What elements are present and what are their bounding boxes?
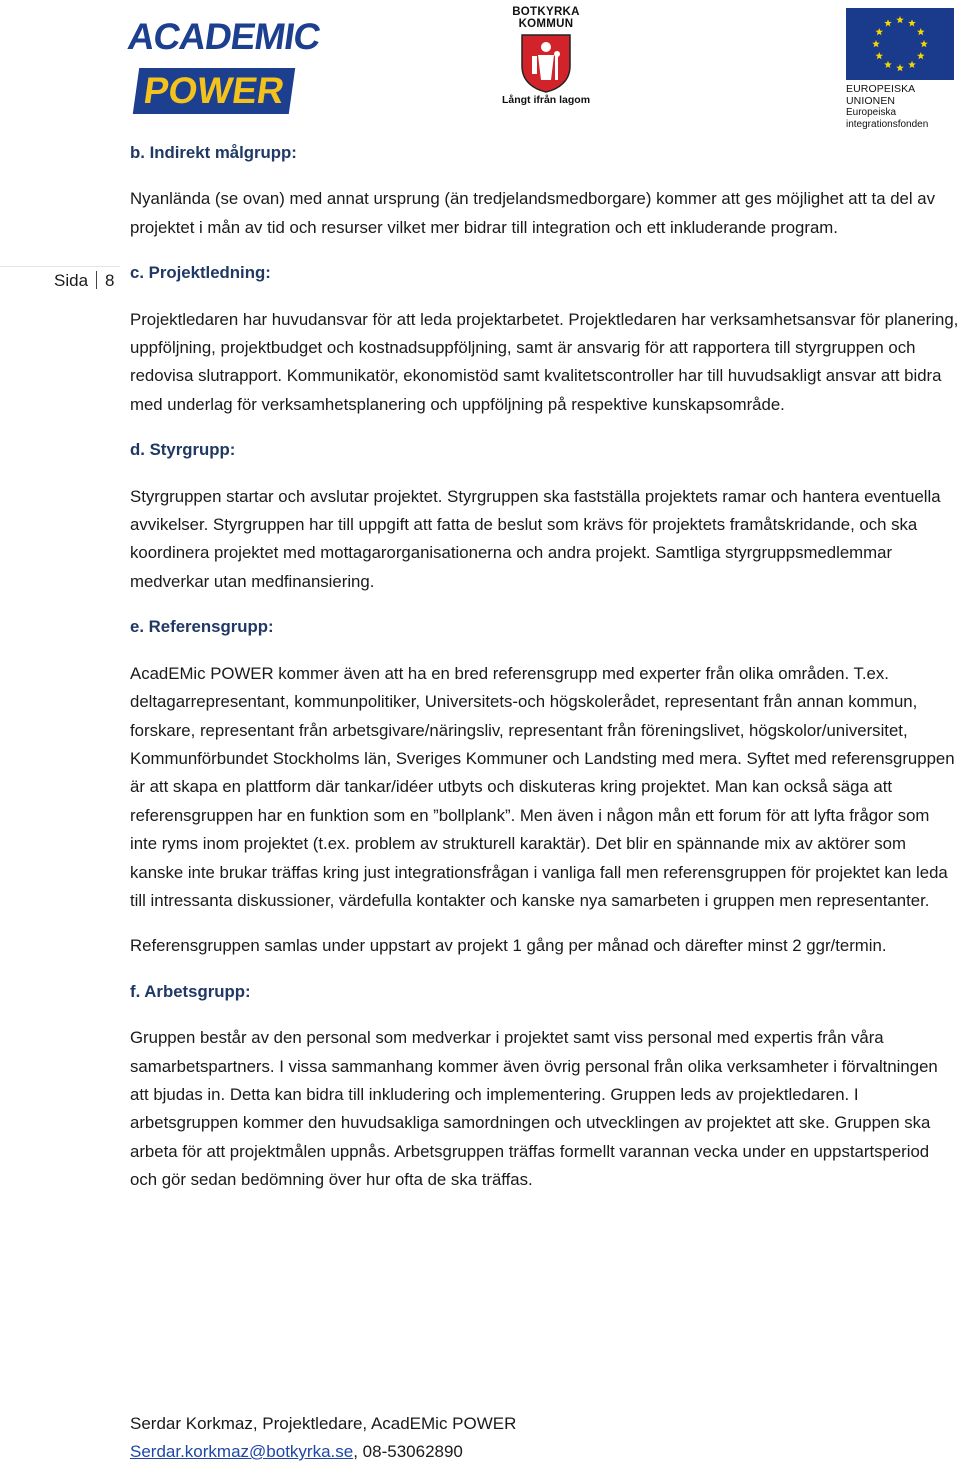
footer-contact <box>130 1438 960 1466</box>
academic-logo-line2: POWER <box>133 68 295 114</box>
section-d-body: Styrgruppen startar och avslutar projektet. Styrgruppen ska fastställa projektets ramar och hantera eventuella avvikelser. Styrgruppen har till uppgift att fatta de beslut som krävs för projektets framåtskridande, och ska koordinera projektet med mottagarorganisationerna och andra projekt. Samtliga styrgruppsmedlemmar medverkar utan medfinansiering. <box>130 486 941 591</box>
section-c-heading: c. Projektledning: <box>130 263 271 283</box>
page-header <box>0 0 960 130</box>
page-number: 8 <box>105 271 115 290</box>
footer-author: Serdar Korkmaz, Projektledare, AcadEMic POWER <box>130 1414 517 1433</box>
page-number-label <box>54 271 115 291</box>
botkyrka-name-line1: BOTKYRKA <box>512 6 580 18</box>
page-label-separator <box>96 271 97 289</box>
section-e-body: AcadEMic POWER kommer även att ha en bred referensgrupp med experter från olika områden. T.ex. deltagarrepresentant, kommunpolitiker, Universitets-och högskolerådet, representant från annan kommun, forskare, representant från arbetsgivare/näringsliv, representant från föreningslivet, högskolor/universitet, Kommunförbundet Stockholms län, Sveriges Kommuner och Landsting med mera. Syftet med referensgruppen är att skapa en plattform där tankar/idéer utbyts och diskuteras kring projektet. Man kan också säga att referensgruppen har en funktion som en ”bollplank”. Men även i någon mån ett forum för att lyfta frågor som inte ryms inom projektet (t.ex. problem av strukturell karaktär). Det blir en spännande mix av aktörer som kanske inte brukar träffas kring just integrationsfrågan i vanliga fall men referensgruppen för projektet kan leda till intressanta diskussioner, värdefulla kontakter och kanske nya samarbeten i gruppen men representanter. <box>130 663 955 910</box>
page-number-divider <box>0 266 120 267</box>
academic-power-logo <box>125 16 323 112</box>
botkyrka-shield-icon <box>519 32 573 94</box>
eu-name: EUROPEISKA UNIONEN <box>846 83 915 107</box>
page-footer <box>130 1410 960 1466</box>
academic-logo-line1: ACADEMIC <box>125 16 323 57</box>
section-e-heading: e. Referensgrupp: <box>130 617 274 637</box>
section-f-heading: f. Arbetsgrupp: <box>130 981 251 1001</box>
eu-fund-name: Europeiska integrationsfonden <box>846 107 929 130</box>
eu-flag-icon <box>846 8 954 80</box>
section-b-heading: b. Indirekt målgrupp: <box>130 143 297 162</box>
botkyrka-tagline: Långt ifrån lagom <box>501 94 591 106</box>
section-f-body: Gruppen består av den personal som medverkar i projektet samt viss personal med expertis från våra samarbetspartners. I vissa sammanhang kommer även övrig personal från olika verksamheter i förvaltningen att bjudas in. Detta kan bidra till inkludering och implementering. Gruppen leds av projektledaren. I arbetsgruppen kommer den huvudsakliga samordningen och utvecklingen av projektet att ske. Gruppen ska arbeta för att projektmålen uppnås. Arbetsgruppen träffas formellt varannan vecka under en uppstartsperiod och gör sedan bedömning över hur ofta de ska träffas. <box>130 1028 938 1190</box>
footer-phone: , 08-53062890 <box>353 1442 463 1461</box>
section-b-body: Nyanlända (se ovan) med annat ursprung (än tredjelandsmedborgare) kommer att ges möjlighet att ta del av projektet i mån av tid och resurser vilket mer bidrar till integration och ett inkluderande program. <box>130 189 936 237</box>
botkyrka-kommun-logo <box>496 6 596 116</box>
section-c-body: Projektledaren har huvudansvar för att leda projektarbetet. Projektledaren har verksamhetsansvar för planering, uppföljning, projektbudget och kostnadsuppföljning, samt är ansvarig för att rapportera till styrgruppen och redovisa slutrapport. Kommunikatör, ekonomistöd samt kvalitetscontroller har till huvudsakligt ansvar att bidra med underlag för verksamhetsplanering och uppföljning på respektive kunskapsområde. <box>130 309 959 414</box>
page-label-text: Sida <box>54 271 89 290</box>
eu-logo <box>846 8 958 130</box>
section-e-body-2: Referensgruppen samlas under uppstart av projekt 1 gång per månad och därefter minst 2 ggr/termin. <box>130 936 887 956</box>
footer-email-link[interactable]: Serdar.korkmaz@botkyrka.se <box>130 1442 354 1461</box>
section-d-heading: d. Styrgrupp: <box>130 440 236 460</box>
botkyrka-name-line2: KOMMUN <box>518 18 574 30</box>
document-body <box>130 139 960 1195</box>
